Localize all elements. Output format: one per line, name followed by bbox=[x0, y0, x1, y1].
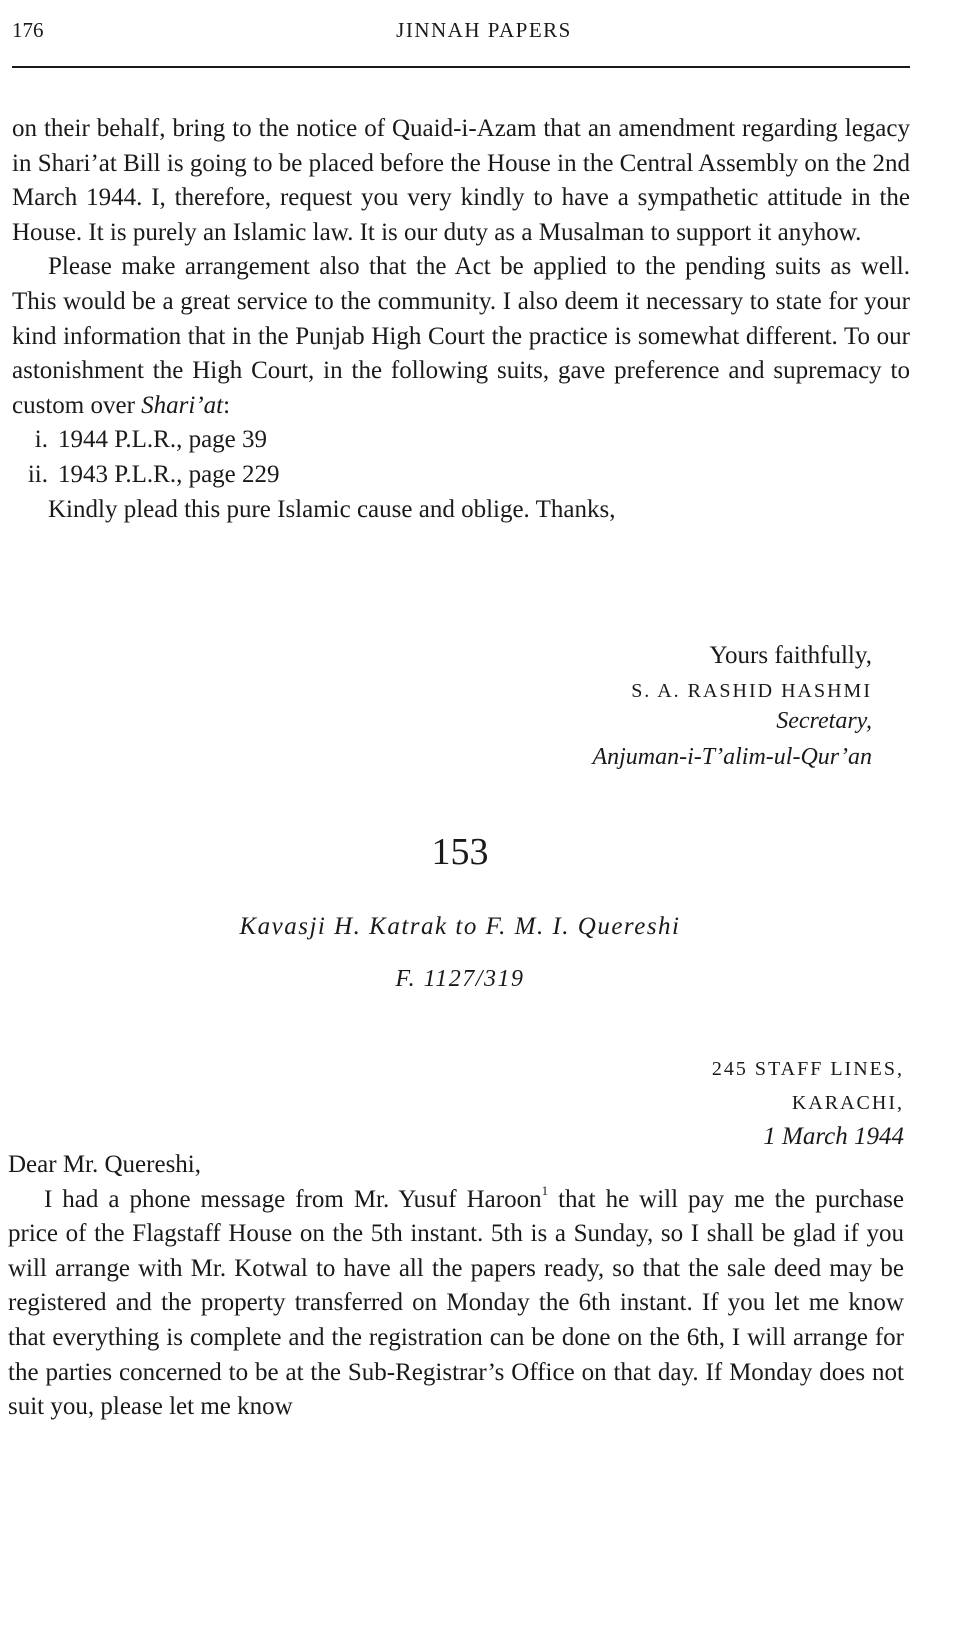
list-item bbox=[12, 458, 910, 493]
list-text: 1944 P.L.R., page 39 bbox=[58, 426, 268, 454]
letter-body bbox=[8, 1148, 904, 1425]
valediction: Yours faithfully, bbox=[709, 642, 872, 669]
page-number: 176 bbox=[12, 18, 44, 42]
paragraph bbox=[8, 1183, 904, 1425]
header-rule bbox=[12, 66, 910, 68]
paragraph bbox=[12, 250, 910, 423]
letter-from-to: Kavasji H. Katrak to F. M. I. Quereshi bbox=[239, 913, 681, 940]
list-text: 1943 P.L.R., page 229 bbox=[58, 460, 280, 488]
list-item bbox=[12, 423, 910, 458]
italic-term: Shari’at bbox=[141, 391, 224, 419]
sender-address bbox=[712, 1052, 904, 1154]
letter-reference: F. 1127/319 bbox=[395, 966, 525, 992]
signatory-title: Secretary, bbox=[776, 708, 872, 734]
closing-line: Kindly plead this pure Islamic cause and oblige. Thanks, bbox=[48, 495, 616, 523]
list-number: i. bbox=[34, 426, 48, 454]
salutation: Dear Mr. Quereshi, bbox=[8, 1151, 201, 1178]
paragraph: on their behalf, bring to the notice of Quaid-i-Azam that an amendment regarding legacy in Shari’at Bill is going to be placed before the House in the Central Assembly on the 2nd March 1944. I, therefore, request you very kindly to have a sympathetic attitude in the House. It is purely an Islamic law. It is our duty as a Musalman to support it anyhow. bbox=[12, 115, 910, 246]
list-number: ii. bbox=[27, 460, 48, 488]
letter-number: 153 bbox=[431, 831, 489, 873]
paragraph-text: that he will pay me the purchase price of the Flagstaff House on the 5th instant. 5th is a Sunday, so I shall be glad if you will arrange with Mr. Kotwal to have all the papers ready, so that the sale deed may be registered and the property transferred on Monday the 6th instant. If you let me know that everything is complete and the registration can be done on the 6th, I will arrange for the parties concerned to be at the Sub-Registrar’s Office on that day. If Monday does not suit you, please let me know bbox=[8, 1185, 905, 1421]
paragraph-text: I had a phone message from Mr. Yusuf Haroon bbox=[44, 1185, 542, 1213]
previous-letter-body bbox=[12, 112, 910, 527]
footnote-marker: 1 bbox=[541, 1183, 549, 1199]
address-line: 245 STAFF LINES, bbox=[711, 1058, 904, 1080]
organisation: Anjuman-i-T’alim-ul-Qur’an bbox=[592, 744, 872, 770]
signatory: S. A. RASHID HASHMI bbox=[631, 680, 872, 702]
italic-term-suffix: : bbox=[223, 391, 231, 419]
case-list bbox=[12, 423, 910, 492]
letter-date: 1 March 1944 bbox=[763, 1123, 904, 1150]
address-line: KARACHI, bbox=[791, 1092, 904, 1114]
paragraph-text: Please make arrangement also that the Act be applied to the pending suits as well. This would be a great service to the community. I also deem it necessary to state for your kind information that in the Punjab High Court the practice is somewhat different. To our astonishment the High Court, in the following suits, gave preference and supremacy to custom over bbox=[12, 253, 910, 419]
running-title: JINNAH PAPERS bbox=[396, 18, 572, 42]
